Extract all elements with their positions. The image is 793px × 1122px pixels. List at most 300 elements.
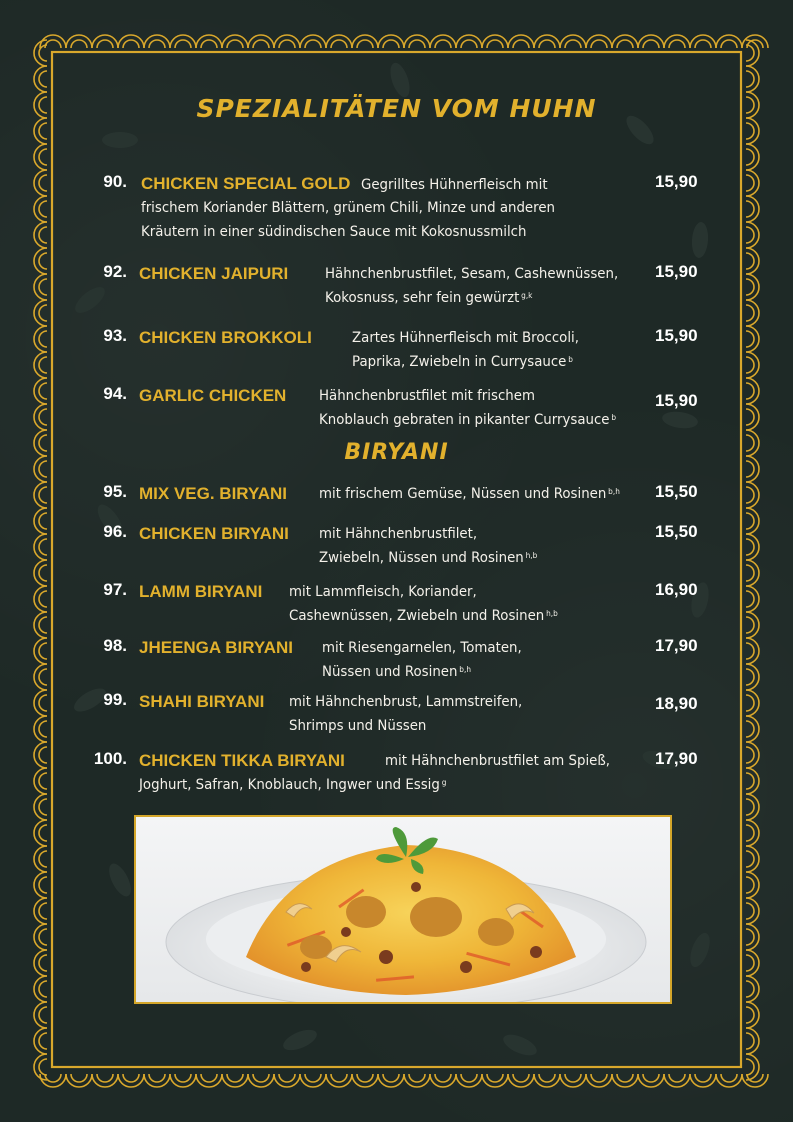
- item-number: 96.: [103, 522, 127, 541]
- border-scallop: [326, 1074, 352, 1087]
- background-leaf: [105, 860, 136, 899]
- border-scallop: [430, 35, 456, 48]
- border-scallop: [746, 279, 754, 295]
- border-scallop: [34, 612, 47, 638]
- border-scallop: [746, 274, 759, 300]
- item-description: mit Hähnchenbrustfilet am Spieß,: [385, 753, 611, 769]
- border-scallop: [34, 1028, 47, 1054]
- border-scallop: [513, 1074, 529, 1082]
- border-scallop: [591, 40, 607, 48]
- item-name: JHEENGA BIRYANI: [139, 638, 293, 657]
- background-leaf: [280, 1026, 319, 1055]
- border-scallop: [45, 40, 61, 48]
- border-scallop: [746, 508, 759, 534]
- border-scallop: [175, 40, 191, 48]
- border-scallop: [746, 144, 759, 170]
- allergen-note: b: [568, 355, 573, 364]
- background-leaf: [661, 410, 699, 431]
- border-scallop: [565, 1074, 581, 1082]
- border-scallop: [222, 35, 248, 48]
- border-scallop: [746, 669, 754, 685]
- border-scallop: [746, 612, 759, 638]
- border-scallop: [71, 1074, 87, 1082]
- border-scallop: [34, 378, 47, 404]
- border-scallop: [746, 170, 759, 196]
- border-scallop: [746, 1002, 759, 1028]
- border-scallop: [721, 1074, 737, 1082]
- item-number: 98.: [103, 636, 127, 655]
- border-scallop: [746, 846, 759, 872]
- border-scallop: [39, 279, 47, 295]
- allergen-note: g,k: [521, 291, 533, 300]
- border-scallop: [664, 1074, 690, 1087]
- border-scallop: [617, 1074, 633, 1082]
- border-scallop: [746, 747, 754, 763]
- border-scallop: [300, 1074, 326, 1087]
- border-scallop: [34, 66, 47, 92]
- border-scallop: [331, 40, 347, 48]
- item-name: CHICKEN SPECIAL GOLD: [141, 174, 351, 193]
- item-description: Zwiebeln, Nüssen und Rosinen: [319, 550, 524, 566]
- border-scallop: [253, 1074, 269, 1082]
- border-scallop: [39, 851, 47, 867]
- border-scallop: [39, 981, 47, 997]
- border-scallop: [746, 222, 759, 248]
- border-scallop: [175, 1074, 191, 1082]
- border-scallop: [66, 1074, 92, 1087]
- border-scallop: [34, 404, 47, 430]
- border-scallop: [45, 1074, 61, 1082]
- border-scallop: [326, 35, 352, 48]
- border-scallop: [34, 196, 47, 222]
- item-description: Zartes Hühnerfleisch mit Broccoli,: [352, 330, 579, 346]
- border-scallop: [539, 1074, 555, 1082]
- border-scallop: [746, 643, 754, 659]
- border-scallop: [746, 825, 754, 841]
- border-scallop: [149, 40, 165, 48]
- item-description: Joghurt, Safran, Knoblauch, Ingwer und Essig: [139, 777, 440, 793]
- allergen-note: h,b: [525, 551, 538, 560]
- item-name: MIX VEG. BIRYANI: [139, 484, 287, 503]
- border-scallop: [513, 40, 529, 48]
- border-scallop: [39, 1007, 47, 1023]
- border-scallop: [39, 799, 47, 815]
- border-scallop: [34, 924, 47, 950]
- border-scallop: [222, 1074, 248, 1087]
- border-scallop: [34, 950, 47, 976]
- border-scallop: [586, 35, 612, 48]
- border-scallop: [39, 591, 47, 607]
- border-scallop: [612, 35, 638, 48]
- border-scallop: [34, 326, 47, 352]
- border-scallop: [34, 820, 47, 846]
- border-scallop: [746, 560, 759, 586]
- border-scallop: [144, 1074, 170, 1087]
- border-scallop: [669, 1074, 685, 1082]
- item-price: 17,90: [655, 636, 698, 655]
- allergen-note: b,h: [608, 487, 620, 496]
- border-scallop: [404, 35, 430, 48]
- item-price: 17,90: [655, 749, 698, 768]
- border-scallop: [39, 1033, 47, 1049]
- item-description: Hähnchenbrustfilet mit frischem: [319, 388, 535, 404]
- border-scallop: [746, 404, 759, 430]
- border-scallop: [664, 35, 690, 48]
- border-scallop: [34, 144, 47, 170]
- border-scallop: [39, 539, 47, 555]
- item-number: 97.: [103, 580, 127, 599]
- border-scallop: [746, 929, 754, 945]
- border-scallop: [39, 513, 47, 529]
- border-scallop: [746, 378, 759, 404]
- border-scallop: [638, 1074, 664, 1087]
- border-scallop: [721, 40, 737, 48]
- border-scallop: [560, 1074, 586, 1087]
- border-scallop: [746, 716, 759, 742]
- border-scallop: [34, 742, 47, 768]
- border-scallop: [643, 40, 659, 48]
- border-scallop: [227, 1074, 243, 1082]
- background-leaf: [691, 221, 709, 258]
- border-scallop: [746, 872, 759, 898]
- border-scallop: [534, 35, 560, 48]
- border-scallop: [456, 35, 482, 48]
- allergen-note: b: [611, 413, 617, 422]
- border-scallop: [144, 35, 170, 48]
- border-scallop: [34, 716, 47, 742]
- border-scallop: [34, 690, 47, 716]
- item-description: Kokosnuss, sehr fein gewürzt: [325, 290, 520, 306]
- border-scallop: [39, 877, 47, 893]
- border-scallop: [196, 35, 222, 48]
- border-scallop: [746, 690, 759, 716]
- item-description: Kräutern in einer südindischen Sauce mit Kokosnussmilch: [141, 224, 527, 240]
- item-description: Paprika, Zwiebeln in Currysauce: [352, 354, 567, 370]
- border-scallop: [39, 357, 47, 373]
- border-scallop: [638, 35, 664, 48]
- allergen-note: h,b: [546, 609, 558, 618]
- border-scallop: [39, 305, 47, 321]
- border-scallop: [305, 40, 321, 48]
- border-scallop: [149, 1074, 165, 1082]
- border-scallop: [690, 35, 716, 48]
- border-scallop: [274, 1074, 300, 1087]
- border-scallop: [305, 1074, 321, 1082]
- border-scallop: [39, 669, 47, 685]
- border-scallop: [695, 1074, 711, 1082]
- item-price: 15,50: [655, 482, 698, 501]
- border-scallop: [39, 565, 47, 581]
- border-scallop: [34, 898, 47, 924]
- border-scallop: [643, 1074, 659, 1082]
- border-scallop: [39, 227, 47, 243]
- item-number: 95.: [103, 482, 127, 501]
- border-scallop: [746, 227, 754, 243]
- item-name: CHICKEN TIKKA BIRYANI: [139, 751, 345, 770]
- background-leaf: [102, 132, 138, 148]
- border-scallop: [34, 482, 47, 508]
- border-scallop: [39, 773, 47, 789]
- border-scallop: [34, 170, 47, 196]
- item-description: Knoblauch gebraten in pikanter Currysauce: [319, 412, 610, 428]
- border-scallop: [746, 1059, 754, 1075]
- border-scallop: [746, 539, 754, 555]
- item-description: Hähnchenbrustfilet, Sesam, Cashewnüssen,: [325, 266, 619, 282]
- border-scallop: [39, 253, 47, 269]
- border-scallop: [352, 1074, 378, 1087]
- item-price: 15,50: [655, 522, 698, 541]
- item-name: CHICKEN BROKKOLI: [139, 328, 312, 347]
- border-scallop: [746, 196, 759, 222]
- border-scallop: [352, 35, 378, 48]
- border-scallop: [39, 175, 47, 191]
- border-scallop: [357, 1074, 373, 1082]
- border-scallop: [746, 877, 754, 893]
- background-leaf: [686, 930, 713, 969]
- item-name: LAMM BIRYANI: [139, 582, 263, 601]
- item-description: Cashewnüssen, Zwiebeln und Rosinen: [289, 608, 545, 624]
- border-scallop: [39, 383, 47, 399]
- border-scallop: [746, 773, 754, 789]
- border-scallop: [746, 305, 754, 321]
- border-scallop: [746, 66, 759, 92]
- border-scallop: [34, 222, 47, 248]
- border-scallop: [227, 40, 243, 48]
- border-scallop: [746, 149, 754, 165]
- item-number: 93.: [103, 326, 127, 345]
- item-number: 99.: [103, 690, 127, 709]
- border-scallop: [92, 35, 118, 48]
- item-price: 15,90: [655, 172, 698, 191]
- border-scallop: [746, 331, 754, 347]
- border-scallop: [746, 300, 759, 326]
- border-scallop: [746, 903, 754, 919]
- background-leaf: [71, 282, 109, 317]
- section-title-biryani: BIRYANI: [344, 440, 449, 465]
- border-scallop: [201, 40, 217, 48]
- biryani-photo: [134, 815, 672, 1004]
- item-name: GARLIC CHICKEN: [139, 386, 287, 405]
- border-scallop: [34, 534, 47, 560]
- border-scallop: [39, 617, 47, 633]
- border-scallop: [534, 1074, 560, 1087]
- border-scallop: [746, 976, 759, 1002]
- border-scallop: [170, 35, 196, 48]
- biryani-plate-image: [136, 817, 670, 1002]
- item-price: 16,90: [655, 580, 698, 599]
- border-scallop: [39, 955, 47, 971]
- border-scallop: [746, 721, 754, 737]
- border-scallop: [746, 383, 754, 399]
- border-scallop: [742, 35, 768, 48]
- border-scallop: [201, 1074, 217, 1082]
- item-description: frischem Koriander Blättern, grünem Chili, Minze und anderen: [141, 200, 555, 216]
- background-leaf: [500, 1030, 539, 1059]
- border-scallop: [34, 352, 47, 378]
- border-scallop: [196, 1074, 222, 1087]
- border-scallop: [279, 1074, 295, 1082]
- border-scallop: [747, 1074, 763, 1082]
- border-scallop: [39, 1059, 47, 1075]
- border-scallop: [378, 35, 404, 48]
- border-scallop: [39, 695, 47, 711]
- border-scallop: [435, 40, 451, 48]
- item-description: mit Hähnchenbrust, Lammstreifen,: [289, 694, 523, 710]
- border-scallop: [746, 586, 759, 612]
- border-scallop: [716, 35, 742, 48]
- item-price: 15,90: [655, 391, 698, 410]
- border-scallop: [34, 846, 47, 872]
- border-scallop: [746, 565, 754, 581]
- border-scallop: [746, 201, 754, 217]
- item-price: 15,90: [655, 326, 698, 345]
- border-scallop: [34, 508, 47, 534]
- border-scallop: [34, 274, 47, 300]
- item-number: 94.: [103, 384, 127, 403]
- item-description: Gegrilltes Hühnerfleisch mit: [360, 177, 548, 193]
- border-scallop: [39, 201, 47, 217]
- border-scallop: [279, 40, 295, 48]
- border-scallop: [746, 664, 759, 690]
- item-description: mit frischem Gemüse, Nüssen und Rosinen: [319, 486, 607, 502]
- border-scallop: [508, 35, 534, 48]
- item-number: 100.: [93, 749, 127, 768]
- border-scallop: [746, 175, 754, 191]
- border-scallop: [746, 950, 759, 976]
- border-scallop: [123, 40, 139, 48]
- border-scallop: [746, 955, 754, 971]
- border-scallop: [746, 482, 759, 508]
- border-scallop: [34, 664, 47, 690]
- border-scallop: [746, 534, 759, 560]
- border-scallop: [669, 40, 685, 48]
- border-scallop: [39, 721, 47, 737]
- item-price: 18,90: [655, 694, 698, 713]
- border-scallop: [430, 1074, 456, 1087]
- border-scallop: [591, 1074, 607, 1082]
- border-scallop: [97, 40, 113, 48]
- border-scallop: [746, 768, 759, 794]
- border-scallop: [409, 1074, 425, 1082]
- item-description: Shrimps und Nüssen: [289, 718, 427, 734]
- border-scallop: [39, 643, 47, 659]
- border-scallop: [34, 560, 47, 586]
- border-scallop: [39, 149, 47, 165]
- item-price: 15,90: [655, 262, 698, 281]
- border-scallop: [746, 248, 759, 274]
- item-number: 90.: [103, 172, 127, 191]
- border-scallop: [695, 40, 711, 48]
- border-scallop: [716, 1074, 742, 1087]
- border-scallop: [300, 35, 326, 48]
- border-scallop: [461, 40, 477, 48]
- item-name: SHAHI BIRYANI: [139, 692, 265, 711]
- border-scallop: [123, 1074, 139, 1082]
- border-scallop: [66, 35, 92, 48]
- border-scallop: [39, 487, 47, 503]
- border-scallop: [612, 1074, 638, 1087]
- border-scallop: [560, 35, 586, 48]
- border-scallop: [746, 851, 754, 867]
- border-scallop: [97, 1074, 113, 1082]
- border-scallop: [39, 747, 47, 763]
- border-scallop: [71, 40, 87, 48]
- border-scallop: [746, 1028, 759, 1054]
- border-scallop: [746, 924, 759, 950]
- border-scallop: [34, 768, 47, 794]
- border-scallop: [746, 794, 759, 820]
- border-scallop: [746, 357, 754, 373]
- border-scallop: [746, 513, 754, 529]
- border-scallop: [746, 1033, 754, 1049]
- border-scallop: [170, 1074, 196, 1087]
- border-scallop: [92, 1074, 118, 1087]
- border-scallop: [746, 71, 754, 87]
- border-scallop: [565, 40, 581, 48]
- border-scallop: [39, 825, 47, 841]
- border-scallop: [39, 331, 47, 347]
- border-scallop: [34, 794, 47, 820]
- border-scallop: [40, 1074, 66, 1087]
- border-scallop: [383, 1074, 399, 1082]
- border-scallop: [118, 35, 144, 48]
- border-scallop: [482, 1074, 508, 1087]
- border-scallop: [690, 1074, 716, 1087]
- item-name: CHICKEN JAIPURI: [139, 264, 289, 283]
- border-scallop: [508, 1074, 534, 1087]
- border-scallop: [435, 1074, 451, 1082]
- border-scallop: [39, 903, 47, 919]
- border-scallop: [253, 40, 269, 48]
- border-scallop: [331, 1074, 347, 1082]
- border-scallop: [274, 35, 300, 48]
- border-scallop: [746, 1007, 754, 1023]
- border-scallop: [746, 409, 754, 425]
- border-scallop: [482, 35, 508, 48]
- border-scallop: [39, 929, 47, 945]
- border-scallop: [34, 976, 47, 1002]
- border-scallop: [248, 1074, 274, 1087]
- border-scallop: [746, 487, 754, 503]
- item-description: mit Hähnchenbrustfilet,: [319, 526, 478, 542]
- border-scallop: [746, 638, 759, 664]
- border-scallop: [746, 352, 759, 378]
- item-description: Nüssen und Rosinen: [322, 664, 458, 680]
- border-scallop: [487, 40, 503, 48]
- border-scallop: [746, 617, 754, 633]
- border-scallop: [39, 409, 47, 425]
- item-number: 92.: [103, 262, 127, 281]
- border-scallop: [34, 300, 47, 326]
- border-scallop: [34, 638, 47, 664]
- border-scallop: [746, 799, 754, 815]
- border-scallop: [39, 123, 47, 139]
- border-scallop: [746, 591, 754, 607]
- border-scallop: [746, 253, 754, 269]
- allergen-note: g: [441, 778, 447, 787]
- border-scallop: [586, 1074, 612, 1087]
- border-scallop: [34, 586, 47, 612]
- border-scallop: [746, 981, 754, 997]
- border-scallop: [539, 40, 555, 48]
- border-scallop: [34, 872, 47, 898]
- border-scallop: [746, 695, 754, 711]
- border-scallop: [456, 1074, 482, 1087]
- border-scallop: [34, 248, 47, 274]
- border-scallop: [461, 1074, 477, 1082]
- item-description: mit Lammfleisch, Koriander,: [289, 584, 477, 600]
- border-scallop: [746, 898, 759, 924]
